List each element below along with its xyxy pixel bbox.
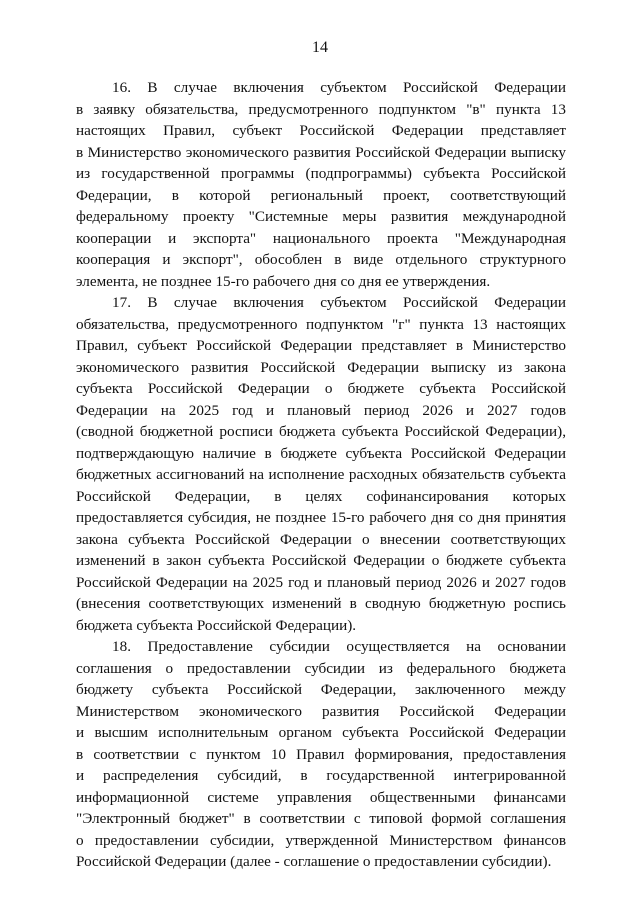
text-line: и высшим исполнительным органом субъекта Российской Федерации bbox=[76, 724, 566, 741]
text-line: 18. Предоставление субсидии осуществляется на основании bbox=[112, 638, 566, 655]
text-line: Министерством экономического развития Российской Федерации bbox=[76, 702, 566, 720]
text-line: Федерации, в которой региональный проект, соответствующий bbox=[76, 186, 566, 204]
text-line: 16. В случае включения субъектом Российской Федерации bbox=[112, 79, 566, 96]
text-line: настоящих Правил, субъект Российской Федерации представляет bbox=[76, 122, 566, 139]
text-line: элемента, не позднее 15-го рабочего дня со дня ее утверждения. bbox=[76, 272, 491, 290]
text-line: предоставляется субсидия, не позднее 15-го рабочего дня со дня принятия bbox=[76, 509, 566, 526]
text-line: обязательства, предусмотренного подпунктом "г" пункта 13 настоящих bbox=[76, 315, 566, 333]
text-line: Федерации на 2025 год и плановый период 2026 и 2027 годов bbox=[76, 401, 566, 419]
text-line: информационной системе управления общественными финансами bbox=[76, 788, 566, 806]
text-line: бюджету субъекта Российской Федерации, заключенного между bbox=[76, 681, 566, 698]
text-line: 17. В случае включения субъектом Российской Федерации bbox=[112, 294, 566, 311]
text-line: о предоставлении субсидии, утвержденной Министерством финансов bbox=[76, 831, 566, 849]
text-line: экономического развития Российской Федерации выписку из закона bbox=[76, 358, 566, 376]
paragraph-18 bbox=[76, 636, 566, 873]
text-line: субъекта Российской Федерации о бюджете субъекта Российской bbox=[76, 380, 566, 397]
text-line: Российской Федерации на 2025 год и плановый период 2026 и 2027 годов bbox=[76, 573, 566, 591]
text-line: "Электронный бюджет" в соответствии с типовой формой соглашения bbox=[76, 810, 566, 827]
text-line: (внесения соответствующих изменений в сводную бюджетную роспись bbox=[76, 595, 566, 612]
text-line: кооперация и экспорт", обособлен в виде отдельного структурного bbox=[76, 251, 566, 268]
text-line: подтверждающую наличие в бюджете субъекта Российской Федерации bbox=[76, 444, 566, 462]
text-line: в заявку обязательства, предусмотренного подпунктом "в" пункта 13 bbox=[76, 100, 566, 118]
paragraph-16 bbox=[76, 77, 566, 292]
text-line: Российской Федерации (далее - соглашение о предоставлении субсидии). bbox=[76, 853, 552, 870]
page-number: 14 bbox=[312, 39, 328, 56]
text-line: бюджета субъекта Российской Федерации). bbox=[76, 616, 357, 634]
text-line: из государственной программы (подпрограммы) субъекта Российской bbox=[76, 165, 566, 182]
text-line: изменений в закон субъекта Российской Федерации о бюджете субъекта bbox=[76, 552, 566, 569]
text-line: кооперации и экспорта" национального проекта "Международная bbox=[76, 229, 566, 247]
text-line: (сводной бюджетной росписи бюджета субъекта Российской Федерации), bbox=[76, 423, 566, 440]
text-line: соглашения о предоставлении субсидии из федерального бюджета bbox=[76, 659, 566, 677]
text-line: Российской Федерации, в целях софинансирования которых bbox=[76, 487, 566, 505]
text-line: закона субъекта Российской Федерации о внесении соответствующих bbox=[76, 530, 566, 548]
text-line: и распределения субсидий, в государственной интегрированной bbox=[76, 767, 566, 784]
text-line: бюджетных ассигнований на исполнение расходных обязательств субъекта bbox=[76, 466, 566, 483]
document-body bbox=[76, 77, 566, 873]
text-line: в Министерство экономического развития Российской Федерации выписку bbox=[76, 143, 566, 161]
text-line: Правил, субъект Российской Федерации представляет в Министерство bbox=[76, 337, 566, 354]
paragraph-17 bbox=[76, 292, 566, 636]
text-line: в соответствии с пунктом 10 Правил формирования, предоставления bbox=[76, 745, 566, 763]
text-line: федеральному проекту "Системные меры развития международной bbox=[76, 208, 566, 225]
